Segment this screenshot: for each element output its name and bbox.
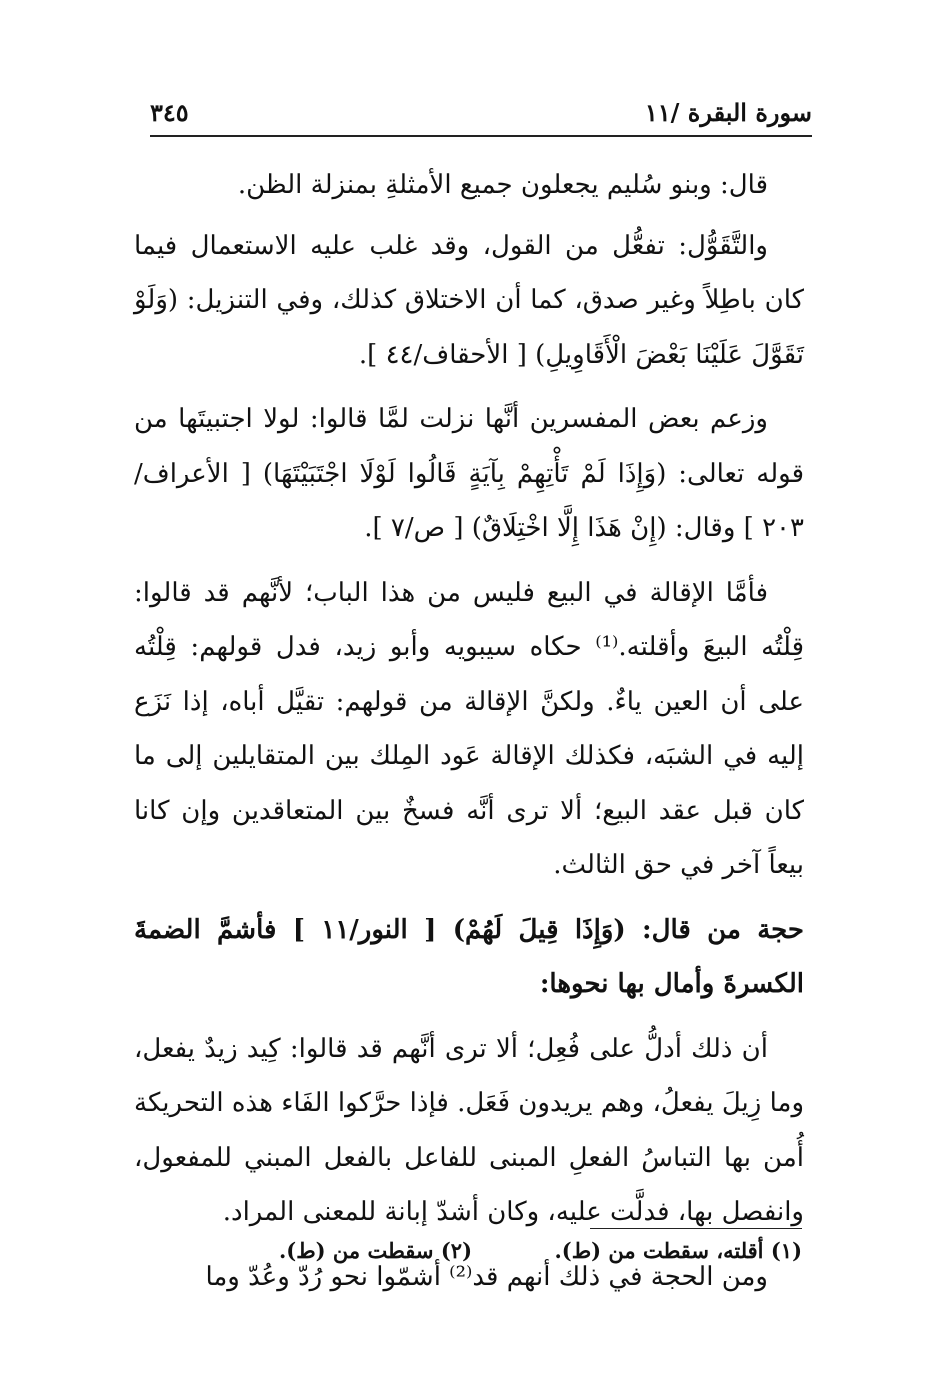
paragraph-4: فأمَّا الإقالة في البيع فليس من هذا الباب؛ لأنَّهم قد قالوا: قِلْتُه البيعَ وأقلته.⁽¹⁾ حكاه سيبويه وأبو زيد، فدل قولهم: قِلْتُه على أن العين ياءٌ. ولكنَّ الإقالة من قولهم: تقيَّل أباه، إذا نَزَع إليه في الشبَه، فكذلك الإقالة عَود المِلك بين المتقايلين إلى ما كان قبل عقد البيع؛ ألا ترى أنَّه فسخٌ بين المتعاقدين وإن كانا بيعاً آخر في حق الثالث. (134, 577, 805, 880)
paragraph-5: أن ذلك أدلُّ على فُعِل؛ ألا ترى أنَّهم قد قالوا: كِيد زيدٌ يفعل، وما زِيلَ يفعلُ، وهم يريدون فَعَل. فإذا حرَّكوا الفَاء هذه التحريكة أُمن بها التباسُ الفعلِ المبنى للفاعل بالفعل المبني للمفعول، وانفصل بها، فدلَّت عليه، وكان أشدّ إبانة للمعنى المراد. (134, 1033, 804, 1227)
footnote-2: (٢) سقطت من (ط). (279, 1238, 472, 1263)
footnote-1: (١) أقلته، سقطت من (ط). (554, 1238, 802, 1263)
running-title: سورة البقرة /١١ (644, 98, 812, 127)
header-divider (150, 135, 812, 137)
footnote-divider (590, 1228, 802, 1229)
paragraph-2: والتَّقَوُّل: تفعُّل من القول، وقد غلب عليه الاستعمال فيما كان باطِلاً وغير صدق، كما أن الاختلاق كذلك، وفي التنزيل: (وَلَوْ تَقَوَّلَ عَلَيْنَا بَعْضَ الْأَقَاوِيلِ) [ الأحقاف/٤٤ ]. (134, 230, 804, 370)
section-heading: حجة من قال: (وَإِذَا قِيلَ لَهُمْ) [ النور/١١ ] فأشمَّ الضمةَ الكسرةَ وأمال بها نحوها: (134, 914, 804, 999)
page-number: ٣٤٥ (150, 98, 189, 127)
page-header (150, 92, 812, 136)
paragraph-1: قال: وبنو سُليم يجعلون جميع الأمثلةِ بمنزلة الظن. (237, 170, 768, 200)
paragraph-6: ومن الحجة في ذلك أنهم قد⁽²⁾ أشمّوا نحو رُدّ وعُدّ وما (205, 1261, 768, 1292)
footnotes (150, 1238, 802, 1274)
paragraph-3: وزعم بعض المفسرين أنَّها نزلت لمَّا قالوا: لولا اجتبيتَها من قوله تعالى: (وَإِذَا لَمْ تَأْتِهِمْ بِآيَةٍ قَالُوا لَوْلَا اجْتَبَيْتَهَا) [ الأعراف/٢٠٣ ] وقال: (إِنْ هَذَا إِلَّا اخْتِلَاقٌ) [ ص/٧ ]. (134, 404, 804, 543)
page-body (134, 158, 804, 1314)
